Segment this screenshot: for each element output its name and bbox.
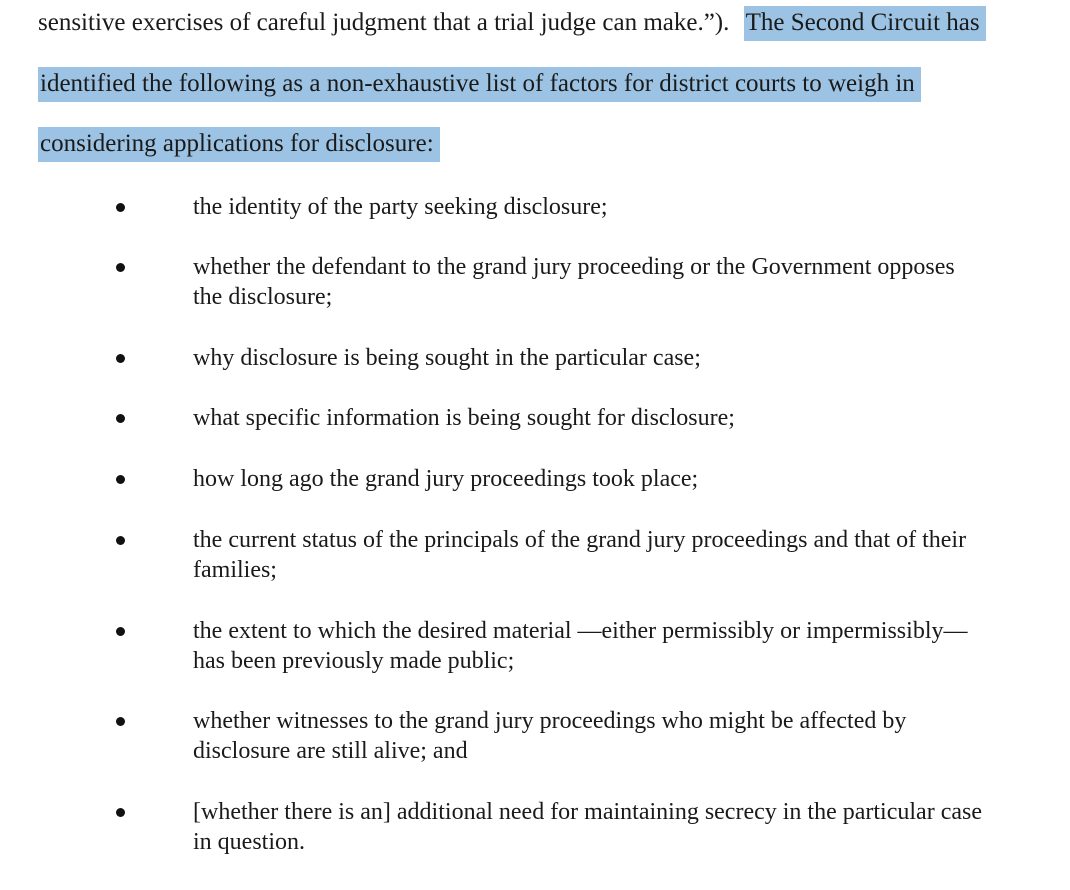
paragraph-text-plain: sensitive exercises of careful judgment that a trial judge can make.”). (38, 9, 730, 36)
bullet-line: the identity of the party seeking disclosure; (193, 194, 608, 220)
highlighted-text: The Second Circuit has (744, 6, 986, 41)
bullet-icon (116, 203, 125, 212)
bullet-line: why disclosure is being sought in the particular case; (193, 345, 701, 371)
bullet-line: has been previously made public; (193, 648, 515, 674)
paragraph-line-2 (38, 69, 921, 99)
bullet-text (193, 525, 1053, 585)
bullet-icon (116, 263, 125, 272)
bullet-text (193, 706, 1053, 766)
bullet-line: what specific information is being sought for disclosure; (193, 405, 735, 431)
bullet-line: disclosure are still alive; and (193, 738, 468, 764)
bullet-line: whether the defendant to the grand jury proceeding or the Government opposes (193, 254, 955, 280)
bullet-text (193, 797, 1053, 857)
bullet-text (193, 343, 1053, 373)
bullet-line: [whether there is an] additional need for maintaining secrecy in the particular case (193, 799, 982, 825)
bullet-icon (116, 475, 125, 484)
paragraph-line-3 (38, 129, 440, 159)
bullet-line: how long ago the grand jury proceedings took place; (193, 466, 699, 492)
bullet-line: whether witnesses to the grand jury proceedings who might be affected by (193, 708, 907, 734)
bullet-line: the disclosure; (193, 284, 333, 310)
bullet-icon (116, 536, 125, 545)
bullet-line: the current status of the principals of the grand jury proceedings and that of their (193, 527, 967, 553)
highlighted-text: considering applications for disclosure: (38, 127, 440, 162)
bullet-text (193, 192, 1053, 222)
bullet-text (193, 616, 1053, 676)
bullet-icon (116, 414, 125, 423)
bullet-line: the extent to which the desired material —either permissibly or impermissibly— (193, 618, 968, 644)
bullet-text (193, 252, 1053, 312)
bullet-text (193, 403, 1053, 433)
highlighted-text: identified the following as a non-exhaustive list of factors for district courts to weigh in (38, 67, 921, 102)
bullet-icon (116, 808, 125, 817)
bullet-icon (116, 354, 125, 363)
bullet-icon (116, 627, 125, 636)
bullet-line: in question. (193, 829, 305, 855)
bullet-text (193, 464, 1053, 494)
bullet-icon (116, 717, 125, 726)
bullet-line: families; (193, 557, 277, 583)
paragraph-line-1 (38, 8, 986, 38)
